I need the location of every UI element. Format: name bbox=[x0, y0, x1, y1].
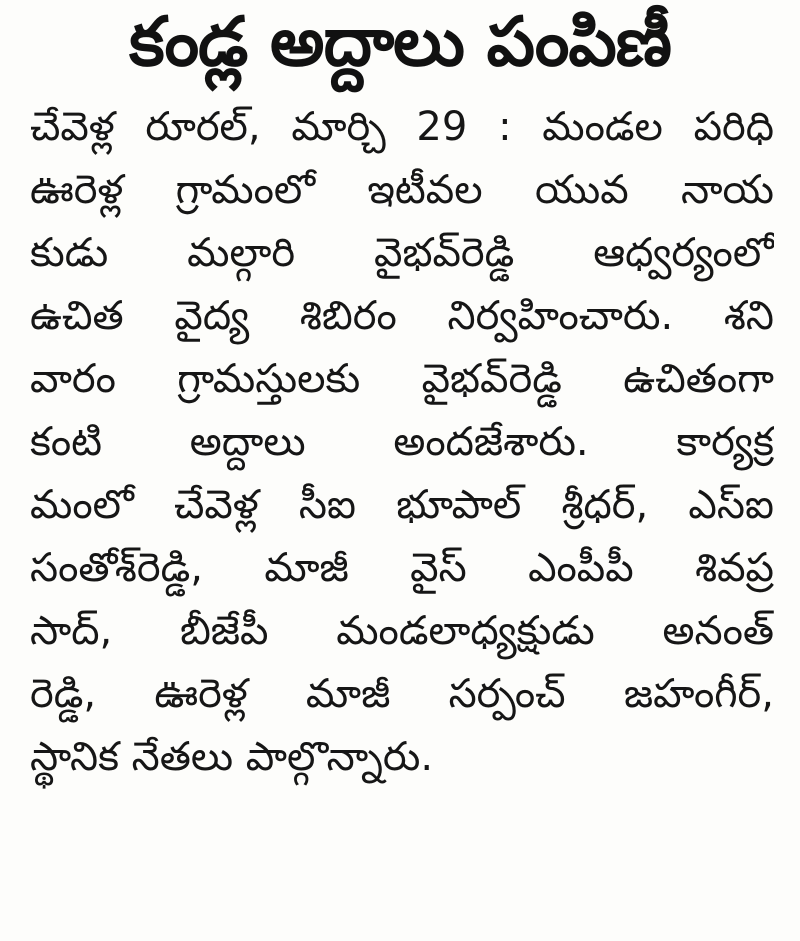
headline: కండ్ల అద్దాలు పంపిణీ bbox=[129, 3, 671, 82]
article-line: వారం గ్రామస్తులకు వైభవ్‌రెడ్డి ఉచితంగా bbox=[30, 356, 774, 402]
article-line: సంతోశ్‌రెడ్డి, మాజీ వైస్ ఎంపీపీ శివప్ర bbox=[30, 545, 774, 591]
article-line: మంలో చేవెళ్ల సీఐ భూపాల్ శ్రీధర్, ఎస్ఐ bbox=[30, 482, 774, 528]
article-line: ఊరెళ్ల గ్రామంలో ఇటీవల యువ నాయ bbox=[30, 167, 774, 213]
article-line: సాద్, బీజేపీ మండలాధ్యక్షుడు అనంత్ bbox=[30, 608, 774, 654]
article-line: స్థానిక నేతలు పాల్గొన్నారు. bbox=[30, 734, 434, 780]
article-line: రెడ్డి, ఊరెళ్ల మాజీ సర్పంచ్ జహంగీర్, bbox=[30, 671, 774, 717]
article-line: కంటి అద్దాలు అందజేశారు. కార్యక్ర bbox=[30, 419, 774, 465]
article-line: కుడు మల్గారి వైభవ్‌రెడ్డి ఆధ్వర్యంలో bbox=[30, 230, 774, 276]
article-body bbox=[22, 96, 778, 789]
article-line: చేవెళ్ల రూరల్, మార్చి 29 : మండల పరిధి bbox=[30, 104, 774, 150]
article-line: ఉచిత వైద్య శిబిరం నిర్వహించారు. శని bbox=[30, 293, 774, 339]
